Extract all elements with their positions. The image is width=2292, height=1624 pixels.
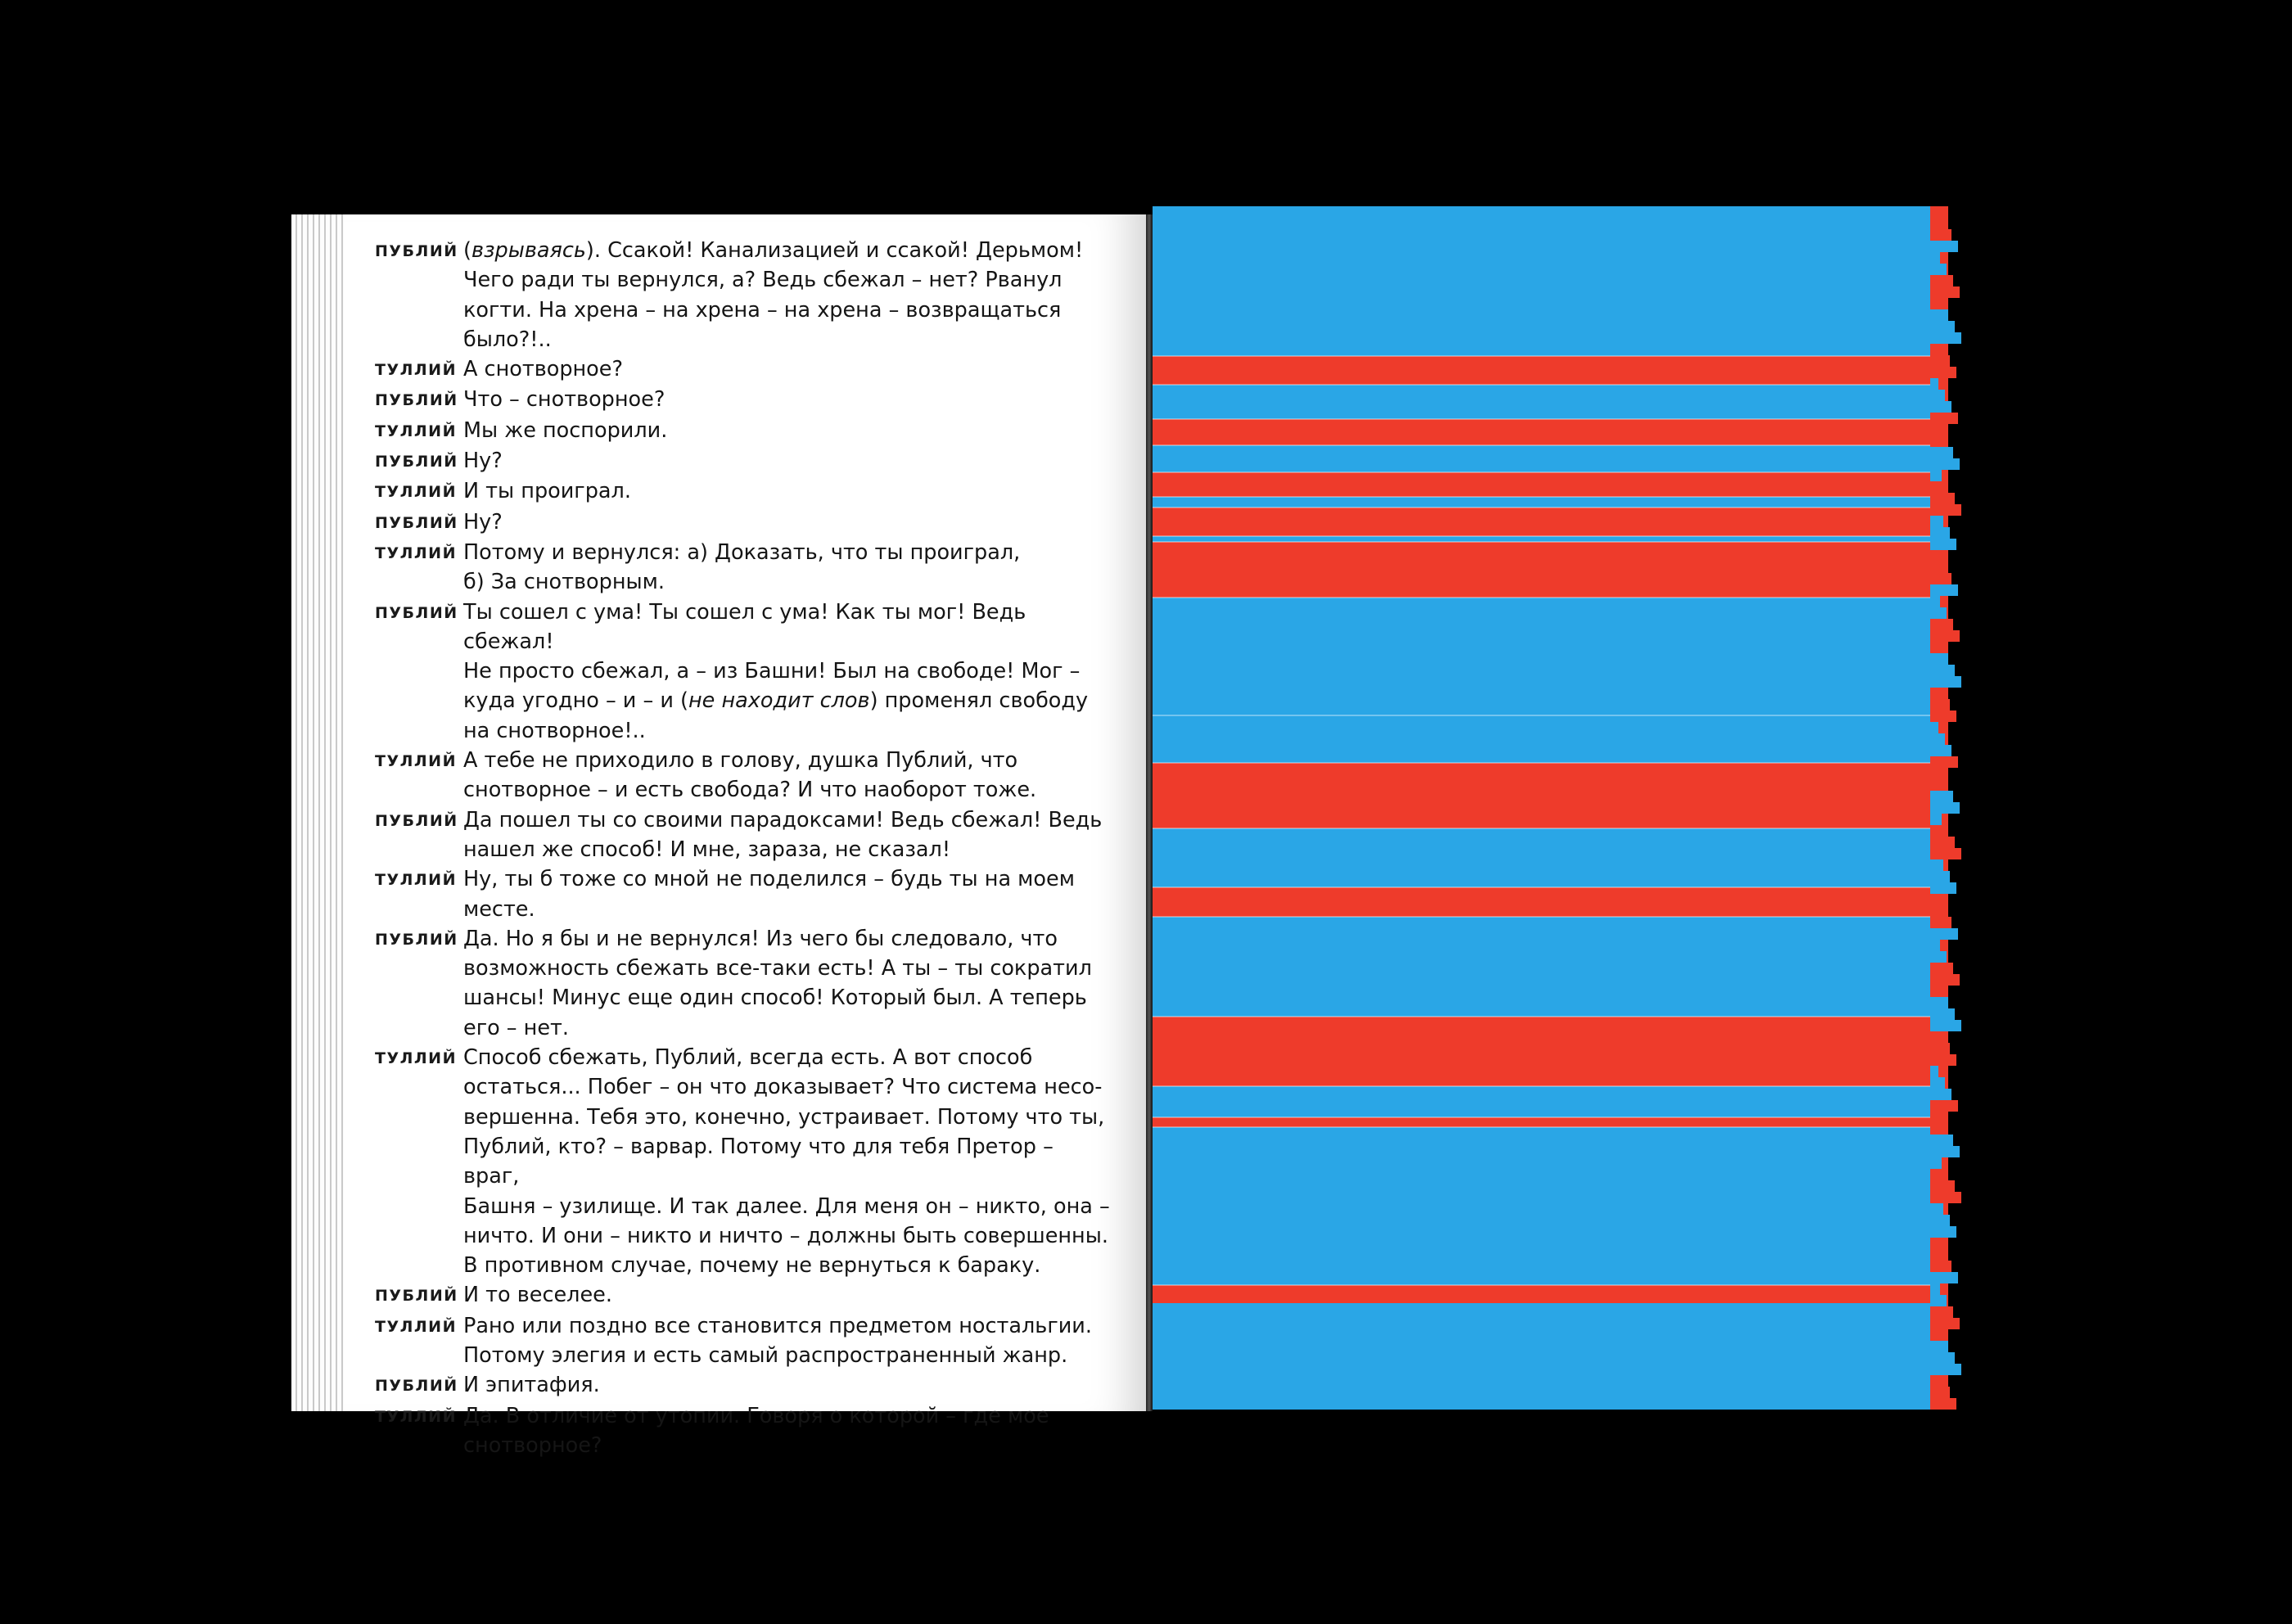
blue-stripe [1153, 497, 1948, 508]
speaker-name: ПУБЛИЙ [375, 603, 458, 622]
page-sliver [1930, 837, 1955, 848]
speaker-name: ТУЛЛИЙ [375, 1049, 457, 1068]
page-sliver [1930, 447, 1953, 458]
speech-text [463, 598, 1112, 746]
page-sliver [1930, 1054, 1956, 1066]
speech-segment: шансы! Минус еще один способ! Который был. А теперь [463, 986, 1087, 1011]
red-stripe [1153, 1017, 1948, 1086]
page-sliver [1930, 619, 1953, 630]
speech-text [463, 416, 1112, 446]
speaker-name: ТУЛЛИЙ [375, 544, 457, 562]
dialogue-line [375, 1043, 1112, 1280]
page-sliver [1930, 275, 1953, 286]
page-sliver [1930, 218, 1945, 229]
page-sliver [1930, 424, 1940, 435]
speech-segment: остаться... Побег – он что доказывает? Что система несо- [463, 1075, 1103, 1100]
page-sliver [1930, 1169, 1948, 1180]
speech-segment: Способ сбежать, Публий, всегда есть. А вот способ [463, 1045, 1033, 1071]
page-sliver [1930, 1398, 1956, 1410]
stripe-seam [1153, 828, 1948, 829]
page-sliver [1930, 264, 1947, 275]
page-sliver [1930, 1306, 1953, 1318]
page-sliver [1930, 928, 1958, 940]
speech-text [463, 924, 1112, 1043]
stripe-seam [1153, 715, 1948, 716]
speech-text [463, 538, 1112, 598]
blue-stripe [1153, 1303, 1948, 1410]
speech-segment: снотворное? [463, 1432, 602, 1458]
page-sliver [1930, 917, 1951, 928]
page-sliver [1930, 802, 1960, 814]
page-sliver [1930, 573, 1951, 584]
stripe-seam [1153, 1284, 1948, 1286]
page-sliver [1930, 1364, 1961, 1375]
red-stripe [1153, 508, 1948, 536]
right-page-stripes [1153, 206, 1948, 1410]
speech-segment: когти. На хрена – на хрена – на хрена – возвращаться [463, 297, 1062, 323]
page-sliver [1930, 596, 1940, 607]
speaker-name: ПУБЛИЙ [375, 453, 458, 471]
page-sliver [1930, 1020, 1961, 1031]
speech-segment: Мы же поспорили. [463, 417, 668, 443]
speech-segment: ). Ссакой! Канализацией и ссакой! Дерьмом! [585, 238, 1084, 263]
page-sliver [1930, 1238, 1938, 1249]
page-sliver [1930, 1123, 1947, 1135]
speech-text [463, 236, 1112, 354]
stripe-seam [1153, 1016, 1948, 1017]
stripe-seam [1153, 916, 1948, 918]
dialogue-line [375, 416, 1112, 446]
dialogue-text [375, 236, 1112, 1460]
page-sliver [1930, 470, 1942, 481]
stripe-seam [1153, 1085, 1948, 1087]
page-sliver [1930, 332, 1961, 344]
page-sliver [1930, 344, 1943, 355]
page-sliver [1930, 825, 1948, 837]
speech-text [463, 354, 1112, 385]
page-sliver [1930, 699, 1950, 710]
red-stripe [1153, 419, 1948, 445]
red-stripe [1153, 763, 1948, 828]
red-stripe [1153, 542, 1948, 598]
speech-segment: ( [463, 238, 471, 263]
speech-segment: ) променял свободу [869, 688, 1089, 714]
speech-segment: месте. [463, 896, 535, 922]
speech-segment: А снотворное? [463, 357, 624, 382]
speech-segment: на снотворное!.. [463, 718, 646, 743]
page-sliver [1930, 768, 1940, 779]
speech-segment: И то веселее. [463, 1283, 612, 1308]
stripe-seam [1153, 1116, 1948, 1118]
dialogue-line [375, 476, 1112, 507]
dialogue-line [375, 446, 1112, 476]
speaker-name: ПУБЛИЙ [375, 1287, 458, 1306]
speech-text [463, 1280, 1112, 1310]
dialogue-line [375, 924, 1112, 1043]
page-sliver [1930, 401, 1951, 413]
speech-text [463, 446, 1112, 476]
page-sliver [1930, 871, 1950, 882]
dialogue-line [375, 805, 1112, 865]
speech-segment: В противном случае, почему не вернуться к бараку. [463, 1253, 1041, 1279]
page-sliver [1930, 1387, 1950, 1398]
page-sliver [1930, 584, 1958, 596]
stripe-graphic [1153, 206, 1948, 1410]
dialogue-line [375, 746, 1112, 805]
page-sliver [1930, 309, 1948, 321]
speech-segment: возможность сбежать все-таки есть! А ты – ты сократил [463, 956, 1092, 981]
speaker-name: ПУБЛИЙ [375, 930, 458, 949]
blue-stripe [1153, 917, 1948, 1017]
blue-stripe [1153, 385, 1948, 419]
page-sliver [1930, 722, 1938, 733]
speech-segment: вершенна. Тебя это, конечно, устраивает. Потому что ты, [463, 1104, 1105, 1130]
speech-text [463, 864, 1112, 924]
page-sliver [1930, 252, 1940, 264]
page-sliver [1930, 882, 1956, 894]
speaker-name: ПУБЛИЙ [375, 811, 458, 830]
page-sliver [1930, 516, 1943, 527]
page-sliver [1930, 241, 1958, 252]
book-gutter [1146, 214, 1153, 1411]
blue-stripe [1153, 1127, 1948, 1285]
speaker-name: ПУБЛИЙ [375, 1377, 458, 1396]
speaker-name: ПУБЛИЙ [375, 242, 458, 260]
page-sliver [1930, 1375, 1943, 1387]
speaker-name: ТУЛЛИЙ [375, 752, 457, 771]
page-sliver [1930, 1077, 1945, 1089]
speech-segment: было?!.. [463, 327, 552, 352]
stripe-seam [1153, 444, 1948, 446]
stripe-seam [1153, 535, 1948, 537]
page-sliver [1930, 527, 1950, 539]
page-sliver [1930, 1008, 1955, 1020]
page-sliver [1930, 1043, 1950, 1054]
speaker-name: ТУЛЛИЙ [375, 483, 457, 502]
page-sliver [1930, 894, 1938, 905]
fore-edge [1930, 206, 1973, 1410]
page-sliver [1930, 1146, 1960, 1157]
page-sliver [1930, 963, 1953, 974]
dialogue-line [375, 508, 1112, 538]
page-sliver [1930, 814, 1942, 825]
page-sliver [1930, 974, 1960, 986]
stripe-seam [1153, 597, 1948, 598]
red-stripe [1153, 472, 1948, 497]
page-sliver [1930, 1112, 1940, 1123]
page-sliver [1930, 1135, 1953, 1146]
speech-segment: Потому элегия и есть самый распространенный жанр. [463, 1342, 1068, 1368]
speech-text [463, 385, 1112, 415]
page-sliver [1930, 791, 1953, 802]
page-sliver [1930, 1157, 1942, 1169]
page-sliver [1930, 481, 1948, 493]
page-sliver [1930, 630, 1960, 642]
speech-segment: б) За снотворным. [463, 570, 665, 595]
stripe-seam [1153, 384, 1948, 386]
speech-segment: И эпитафия. [463, 1373, 600, 1398]
page-sliver [1930, 435, 1947, 447]
speaker-name: ТУЛЛИЙ [375, 1317, 457, 1336]
stripe-seam [1153, 762, 1948, 764]
blue-stripe [1153, 445, 1948, 472]
page-sliver [1930, 733, 1945, 745]
blue-stripe [1153, 1086, 1948, 1117]
page-sliver [1930, 539, 1956, 550]
speech-segment: И ты проиграл. [463, 479, 631, 504]
page-sliver [1930, 951, 1947, 963]
speaker-name: ТУЛЛИЙ [375, 871, 457, 890]
speech-segment: нашел же способ! И мне, зараза, не сказал! [463, 837, 951, 862]
speech-segment: снотворное – и есть свобода? И что наоборот тоже. [463, 778, 1037, 803]
page-sliver [1930, 642, 1942, 653]
speech-segment: Не просто сбежал, а – из Башни! Был на свободе! Мог – [463, 659, 1081, 684]
dialogue-line [375, 1280, 1112, 1310]
page-sliver [1930, 859, 1943, 871]
speech-segment: Ты сошел с ума! Ты сошел с ума! Как ты мог! Ведь сбежал! [463, 599, 1026, 654]
page-sliver [1930, 1089, 1951, 1100]
page-sliver [1930, 1100, 1958, 1112]
speaker-name: ПУБЛИЙ [375, 513, 458, 532]
stripe-seam [1153, 1126, 1948, 1128]
speech-text [463, 508, 1112, 538]
blue-stripe [1153, 715, 1948, 763]
page-sliver [1930, 848, 1961, 859]
speech-segment: Башня – узилище. И так далее. Для меня он – никто, она – [463, 1193, 1110, 1219]
dialogue-line [375, 1401, 1112, 1461]
page-sliver [1930, 206, 1938, 218]
page-sliver [1930, 1249, 1945, 1261]
page-sliver [1930, 562, 1945, 573]
speech-segment: А тебе не приходило в голову, душка Публий, что [463, 748, 1018, 774]
blue-stripe [1153, 598, 1948, 715]
stage-direction: не находит слов [688, 688, 870, 714]
page-sliver [1930, 1272, 1958, 1283]
speech-segment: куда угодно – и – и ( [463, 688, 688, 714]
page-sliver [1930, 229, 1951, 241]
page-sliver [1930, 1226, 1956, 1238]
page-sliver [1930, 1066, 1938, 1077]
page-sliver [1930, 997, 1948, 1008]
speech-segment: Ну, ты б тоже со мной не поделился – будь ты на моем [463, 867, 1075, 892]
dialogue-line [375, 864, 1112, 924]
page-sliver [1930, 1180, 1955, 1192]
stripe-seam [1153, 418, 1948, 420]
red-stripe [1153, 1117, 1948, 1127]
page-sliver [1930, 1329, 1942, 1341]
stripe-seam [1153, 507, 1948, 508]
speech-text [463, 1401, 1112, 1461]
speaker-name: ТУЛЛИЙ [375, 361, 457, 380]
speech-segment: Чего ради ты вернулся, а? Ведь сбежал – нет? Рванул [463, 268, 1063, 293]
page-sliver [1930, 653, 1948, 665]
dialogue-line [375, 1370, 1112, 1401]
blue-stripe [1153, 828, 1948, 887]
page-sliver [1930, 1031, 1943, 1043]
blue-stripe [1153, 206, 1948, 356]
page-sliver [1930, 1283, 1940, 1295]
red-stripe [1153, 887, 1948, 917]
page-sliver [1930, 756, 1958, 768]
dialogue-line [375, 598, 1112, 746]
page-sliver [1930, 458, 1960, 470]
speech-text [463, 1043, 1112, 1280]
page-sliver [1930, 321, 1955, 332]
page-sliver [1930, 504, 1961, 516]
speaker-name: ПУБЛИЙ [375, 391, 458, 410]
stripe-seam [1153, 541, 1948, 543]
dialogue-line [375, 354, 1112, 385]
speech-segment: Рано или поздно все становится предметом ностальгии. [463, 1313, 1092, 1338]
page-sliver [1930, 355, 1950, 367]
dialogue-line [375, 538, 1112, 598]
page-sliver [1930, 1318, 1960, 1329]
red-stripe [1153, 356, 1948, 385]
page-sliver [1930, 1261, 1951, 1272]
page-sliver [1930, 550, 1938, 562]
speech-segment: Да. Но я бы и не вернулся! Из чего бы следовало, что [463, 926, 1058, 951]
stripe-seam [1153, 355, 1948, 357]
page-sliver [1930, 413, 1958, 424]
speech-segment: Что – снотворное? [463, 387, 665, 413]
page-sliver [1930, 940, 1940, 951]
page-edges [291, 214, 349, 1411]
speech-segment: Ну? [463, 509, 503, 535]
stripe-seam [1153, 886, 1948, 888]
dialogue-line [375, 236, 1112, 354]
speech-segment: ничто. И они – никто и ничто – должны быть совершенны. [463, 1223, 1108, 1248]
speech-text [463, 746, 1112, 805]
page-sliver [1930, 1203, 1943, 1215]
page-sliver [1930, 1341, 1948, 1352]
speech-segment: его – нет. [463, 1015, 569, 1040]
page-sliver [1930, 745, 1951, 756]
speaker-name: ТУЛЛИЙ [375, 422, 457, 440]
speech-segment: Да пошел ты со своими парадоксами! Ведь сбежал! Ведь [463, 807, 1103, 832]
red-stripe [1153, 1285, 1948, 1303]
speaker-name: ТУЛЛИЙ [375, 1407, 457, 1426]
page-sliver [1930, 986, 1942, 997]
page-sliver [1930, 905, 1945, 917]
speech-segment: Потому и вернулся: а) Доказать, что ты проиграл, [463, 539, 1021, 565]
page-sliver [1930, 607, 1947, 619]
speech-text [463, 1311, 1112, 1371]
stripe-seam [1153, 496, 1948, 498]
page-sliver [1930, 367, 1956, 378]
dialogue-line [375, 385, 1112, 415]
stage-direction: взрываясь [471, 238, 586, 263]
speech-segment: Публий, кто? – варвар. Потому что для тебя Претор – враг, [463, 1134, 1054, 1189]
page-sliver [1930, 665, 1955, 676]
page-sliver [1930, 1215, 1950, 1226]
page-sliver [1930, 378, 1938, 390]
speech-segment: Да. В отличие от утопии. Говоря о которой – где мое [463, 1403, 1049, 1428]
blue-stripe [1153, 536, 1948, 542]
page-sliver [1930, 298, 1942, 309]
page-sliver [1930, 688, 1943, 699]
page-sliver [1930, 1192, 1961, 1203]
page-sliver [1930, 286, 1960, 298]
speech-segment: Ну? [463, 449, 503, 474]
speech-text [463, 476, 1112, 507]
speech-text [463, 805, 1112, 865]
speech-text [463, 1370, 1112, 1401]
dialogue-line [375, 1311, 1112, 1371]
page-sliver [1930, 493, 1955, 504]
page-sliver [1930, 710, 1956, 722]
page-sliver [1930, 1352, 1955, 1364]
page-sliver [1930, 1295, 1947, 1306]
page-sliver [1930, 779, 1947, 791]
stripe-seam [1153, 471, 1948, 473]
page-sliver [1930, 676, 1961, 688]
page-sliver [1930, 390, 1945, 401]
